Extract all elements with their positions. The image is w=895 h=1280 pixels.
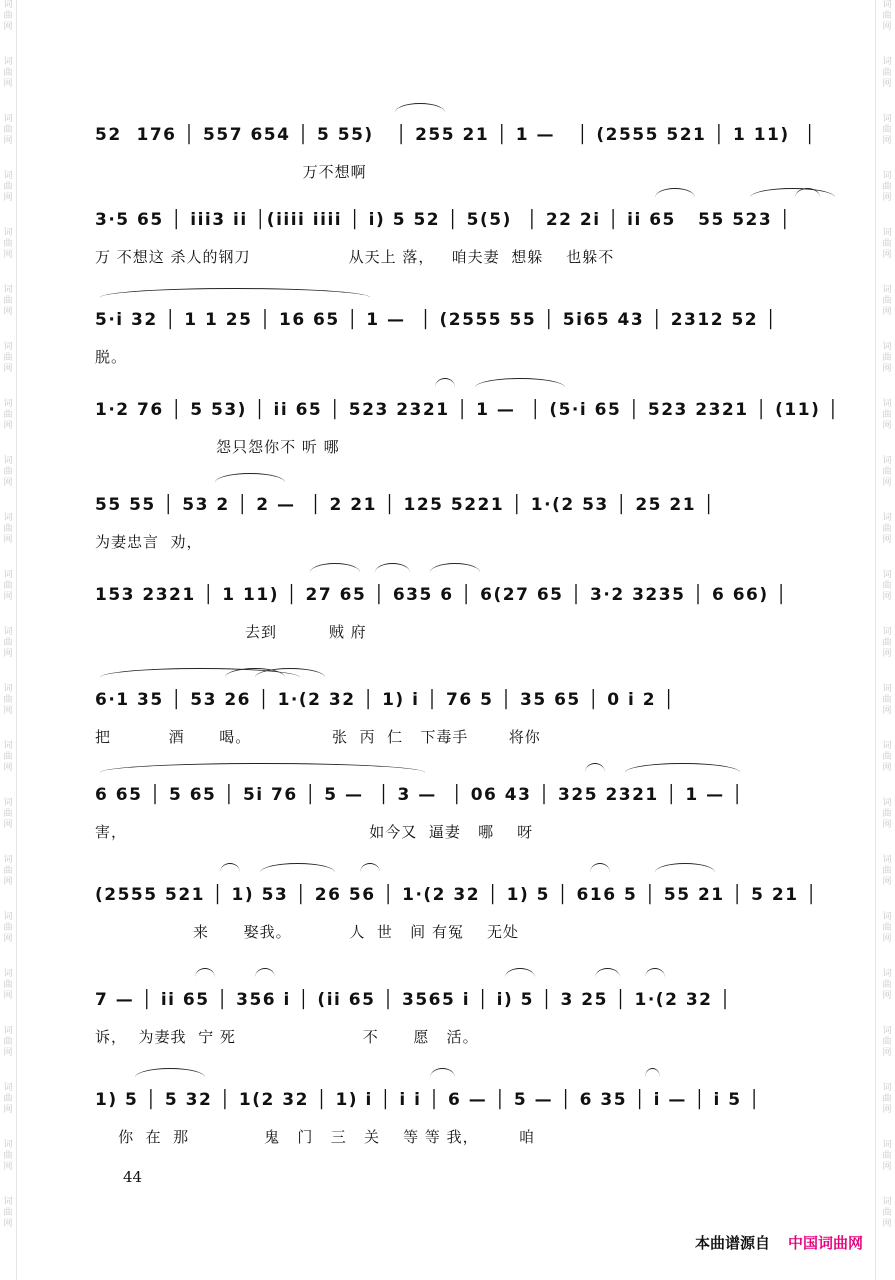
watermark-text: 词曲网 — [3, 0, 13, 32]
watermark-text: 词曲网 — [882, 684, 892, 716]
lyric-line: 来 娶我。 人 世 间 有冤 无处 — [95, 923, 520, 941]
watermark-text: 词曲网 — [882, 342, 892, 374]
watermark-text: 词曲网 — [882, 171, 892, 203]
lyric-line: 怨只怨你不 听 哪 — [95, 438, 340, 456]
notation-line: 1) 5 │ 5 32 │ 1(2 32 │ 1) i │ i i │ 6 — │ 5 — │ 6 35 │ i — │ i 5 │ — [95, 1090, 761, 1110]
watermark-text: 词曲网 — [3, 171, 13, 203]
watermark-text: 词曲网 — [3, 456, 13, 488]
watermark-text: 词曲网 — [882, 969, 892, 1001]
watermark-text: 词曲网 — [3, 399, 13, 431]
slur-mark — [395, 103, 445, 122]
slur-mark — [590, 863, 610, 882]
lyric-line: 害， 如今又 逼妻 哪 呀 — [95, 823, 534, 841]
watermark-text: 词曲网 — [3, 627, 13, 659]
watermark-text: 词曲网 — [882, 57, 892, 89]
watermark-text: 词曲网 — [882, 0, 892, 32]
watermark-text: 词曲网 — [882, 114, 892, 146]
watermark-text: 词曲网 — [882, 1026, 892, 1058]
slur-mark — [645, 1068, 660, 1087]
watermark-text: 词曲网 — [882, 912, 892, 944]
watermark-text: 词曲网 — [3, 57, 13, 89]
watermark-text: 词曲网 — [882, 570, 892, 602]
watermark-text: 词曲网 — [882, 1083, 892, 1115]
watermark-text: 词曲网 — [882, 513, 892, 545]
watermark-text: 词曲网 — [882, 855, 892, 887]
slur-mark — [195, 968, 215, 987]
watermark-text: 词曲网 — [3, 1026, 13, 1058]
slur-mark — [430, 1068, 455, 1087]
slur-mark — [655, 863, 715, 882]
watermark-text: 词曲网 — [3, 741, 13, 773]
watermark-text: 词曲网 — [882, 228, 892, 260]
slur-mark — [795, 188, 820, 207]
slur-mark — [475, 378, 565, 397]
notation-line: 52 176 │ 557 654 │ 5 55) │ 255 21 │ 1 — │ (2555 521 │ 1 11) │ — [95, 125, 817, 145]
lyric-line: 脱。 — [95, 348, 128, 366]
slur-mark — [100, 763, 425, 782]
watermark-text: 词曲网 — [882, 399, 892, 431]
slur-mark — [750, 188, 835, 207]
right-margin-line — [875, 0, 876, 1280]
watermark-text: 词曲网 — [3, 513, 13, 545]
notation-line: 55 55 │ 53 2 │ 2 — │ 2 21 │ 125 5221 │ 1·(2 53 │ 25 21 │ — [95, 495, 716, 515]
notation-line: 153 2321 │ 1 11) │ 27 65 │ 635 6 │ 6(27 65 │ 3·2 3235 │ 6 66) │ — [95, 585, 788, 605]
notation-line: 1·2 76 │ 5 53) │ ii 65 │ 523 2321 │ 1 — │ (5·i 65 │ 523 2321 │ (11) │ — [95, 400, 840, 420]
footer-credit — [695, 1232, 863, 1253]
slur-mark — [215, 473, 285, 492]
slur-mark — [585, 763, 605, 782]
watermark-text: 词曲网 — [3, 1140, 13, 1172]
notation-line: (2555 521 │ 1) 53 │ 26 56 │ 1·(2 32 │ 1) 5 │ 616 5 │ 55 21 │ 5 21 │ — [95, 885, 818, 905]
watermark-text: 词曲网 — [882, 741, 892, 773]
slur-mark — [220, 863, 240, 882]
lyric-line: 万不想啊 — [95, 163, 367, 181]
left-watermark-strip — [2, 0, 14, 1280]
watermark-text: 词曲网 — [3, 969, 13, 1001]
slur-mark — [255, 968, 275, 987]
watermark-text: 词曲网 — [882, 1197, 892, 1229]
site-name: 中国词曲网 — [787, 1234, 863, 1252]
source-label: 本曲谱源自 — [694, 1234, 770, 1252]
watermark-text: 词曲网 — [3, 285, 13, 317]
slur-mark — [435, 378, 455, 397]
notation-line: 7 — │ ii 65 │ 356 i │ (ii 65 │ 3565 i │ i) 5 │ 3 25 │ 1·(2 32 │ — [95, 990, 732, 1010]
slur-mark — [260, 863, 335, 882]
watermark-text: 词曲网 — [3, 1083, 13, 1115]
watermark-text: 词曲网 — [882, 798, 892, 830]
slur-mark — [360, 863, 380, 882]
watermark-text: 词曲网 — [3, 798, 13, 830]
lyric-line: 去到 贼 府 — [95, 623, 367, 641]
lyric-line: 你 在 那 鬼 门 三 关 等 等 我， 咱 — [95, 1128, 536, 1146]
watermark-text: 词曲网 — [882, 456, 892, 488]
slur-mark — [255, 668, 325, 687]
watermark-text: 词曲网 — [3, 228, 13, 260]
notation-line: 6·1 35 │ 53 26 │ 1·(2 32 │ 1) i │ 76 5 │ 35 65 │ 0 i 2 │ — [95, 690, 676, 710]
left-margin-line — [16, 0, 17, 1280]
slur-mark — [375, 563, 410, 582]
watermark-text: 词曲网 — [3, 570, 13, 602]
slur-mark — [595, 968, 620, 987]
slur-mark — [625, 763, 740, 782]
watermark-text: 词曲网 — [3, 912, 13, 944]
right-watermark-strip — [881, 0, 893, 1280]
slur-mark — [100, 288, 370, 307]
lyric-line: 诉， 为妻我 宁 死 不 愿 活。 — [95, 1028, 479, 1046]
page-number: 44 — [123, 1168, 143, 1186]
watermark-text: 词曲网 — [3, 855, 13, 887]
slur-mark — [645, 968, 665, 987]
watermark-text: 词曲网 — [882, 627, 892, 659]
slur-mark — [430, 563, 480, 582]
watermark-text: 词曲网 — [3, 114, 13, 146]
watermark-text: 词曲网 — [3, 342, 13, 374]
notation-line: 6 65 │ 5 65 │ 5i 76 │ 5 — │ 3 — │ 06 43 │ 325 2321 │ 1 — │ — [95, 785, 744, 805]
watermark-text: 词曲网 — [3, 684, 13, 716]
slur-mark — [135, 1068, 205, 1087]
lyric-line: 把 酒 喝。 张 丙 仁 下毒手 将你 — [95, 728, 541, 746]
lyric-line: 为妻忠言 劝， — [95, 533, 203, 551]
watermark-text: 词曲网 — [882, 285, 892, 317]
watermark-text: 词曲网 — [882, 1140, 892, 1172]
slur-mark — [655, 188, 695, 207]
lyric-line: 万 不想这 杀人的钢刀 从天上 落， 咱夫妻 想躲 也躲不 — [95, 248, 615, 266]
watermark-text: 词曲网 — [3, 1197, 13, 1229]
slur-mark — [505, 968, 535, 987]
slur-mark — [310, 563, 360, 582]
notation-line: 3·5 65 │ iii3 ii │(iiii iiii │ i) 5 52 │ 5(5) │ 22 2i │ ii 65 55 523 │ — [95, 210, 792, 230]
notation-line: 5·i 32 │ 1 1 25 │ 16 65 │ 1 — │ (2555 55 │ 5i65 43 │ 2312 52 │ — [95, 310, 778, 330]
